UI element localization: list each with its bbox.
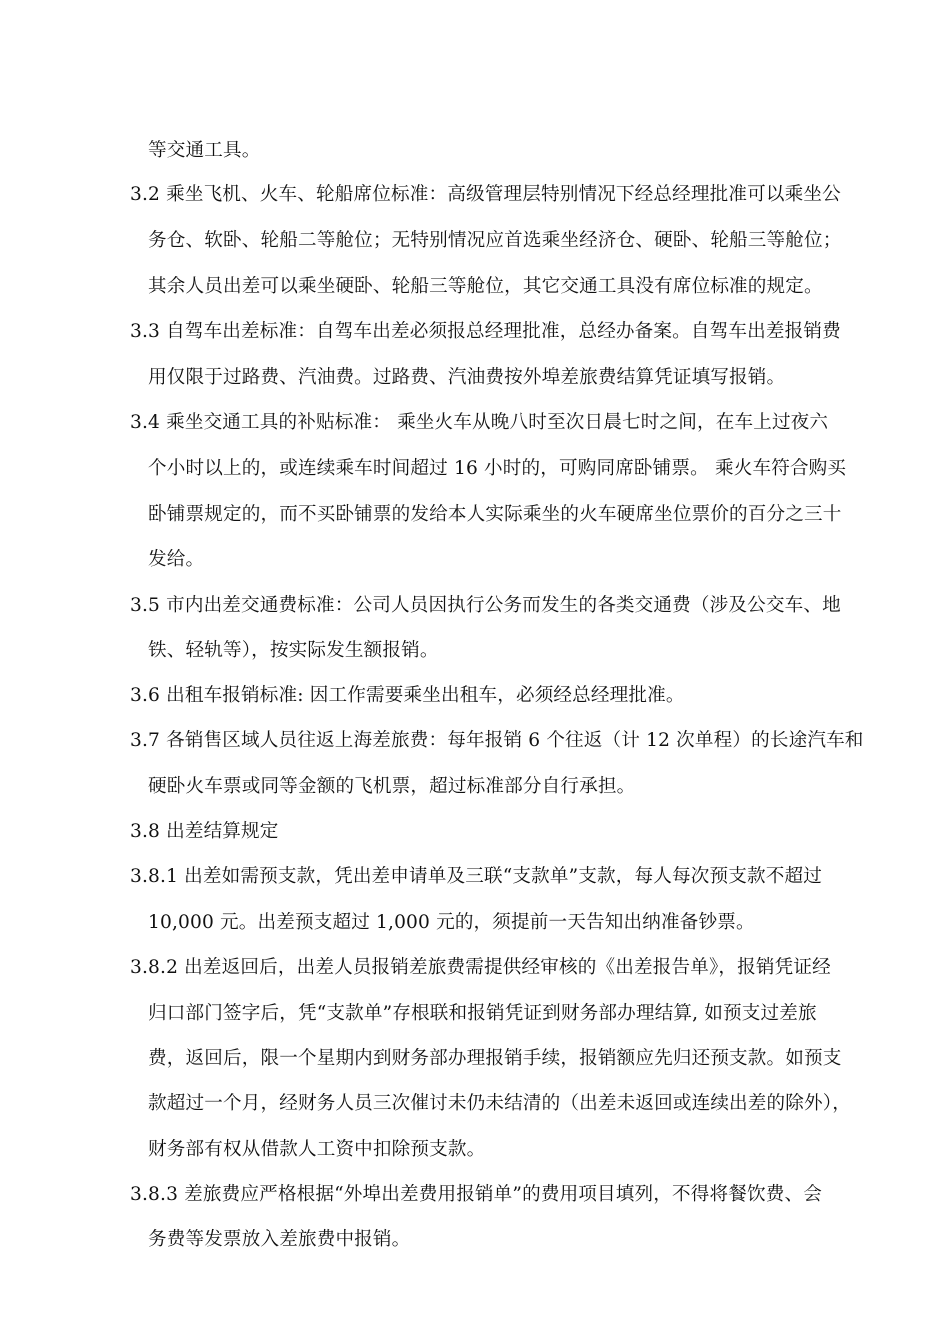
text-line-3-4-cont-1: 个小时以上的，或连续乘车时间超过 16 小时的，可购同席卧铺票。 乘火车符合购买	[148, 458, 847, 479]
text-line-3-2-cont-2: 其余人员出差可以乘坐硬卧、轮船三等舱位，其它交通工具没有席位标准的规定。	[148, 276, 823, 297]
text-line-3-4-cont-3: 发给。	[148, 549, 205, 570]
text-line-3-5-cont-1: 铁、轻轨等），按实际发生额报销。	[148, 640, 439, 661]
text-line-3-3-start: 3.3 自驾车出差标准：自驾车出差必须报总经理批准，总经办备案。自驾车出差报销费	[130, 321, 841, 342]
text-line-3-7-start: 3.7 各销售区域人员往返上海差旅费：每年报销 6 个往返（计 12 次单程）的长途汽车和	[130, 730, 864, 751]
text-line-3-8-2-cont-3: 款超过一个月，经财务人员三次催讨未仍未结清的（出差未返回或连续出差的除外），	[148, 1093, 851, 1114]
section-heading-3-8: 3.8 出差结算规定	[130, 821, 279, 842]
text-line-3-3-cont-1: 用仅限于过路费、汽油费。过路费、汽油费按外埠差旅费结算凭证填写报销。	[148, 367, 786, 388]
text-line-3-8-2-start: 3.8.2 出差返回后，出差人员报销差旅费需提供经审核的《出差报告单》，报销凭证经	[130, 957, 831, 978]
text-line-3-8-2-cont-1: 归口部门签字后，凭“支款单”存根联和报销凭证到财务部办理结算, 如预支过差旅	[148, 1003, 817, 1024]
text-line-3-4-start: 3.4 乘坐交通工具的补贴标准： 乘坐火车从晚八时至次日晨七时之间，在车上过夜六	[130, 412, 829, 433]
text-line-3-6: 3.6 出租车报销标准: 因工作需要乘坐出租车，必须经总经理批准。	[130, 685, 685, 706]
text-line-3-4-cont-2: 卧铺票规定的，而不买卧铺票的发给本人实际乘坐的火车硬席坐位票价的百分之三十	[148, 504, 842, 525]
text-line-3-1-continuation: 等交通工具。	[148, 140, 261, 161]
text-line-3-8-3-cont-1: 务费等发票放入差旅费中报销。	[148, 1229, 411, 1250]
text-line-3-2-start: 3.2 乘坐飞机、火车、轮船席位标准：高级管理层特别情况下经总经理批准可以乘坐公	[130, 184, 841, 205]
text-line-3-7-cont-1: 硬卧火车票或同等金额的飞机票，超过标准部分自行承担。	[148, 776, 636, 797]
text-line-3-8-2-cont-4: 财务部有权从借款人工资中扣除预支款。	[148, 1139, 486, 1160]
text-line-3-2-cont-1: 务仓、软卧、轮船二等舱位；无特别情况应首选乘坐经济仓、硬卧、轮船三等舱位；	[148, 230, 842, 251]
text-line-3-8-3-start: 3.8.3 差旅费应严格根据“外埠出差费用报销单”的费用项目填列，不得将餐饮费、会	[130, 1184, 822, 1205]
text-line-3-8-1-cont-1: 10,000 元。出差预支超过 1,000 元的，须提前一天告知出纳准备钞票。	[148, 912, 755, 933]
text-line-3-8-1-start: 3.8.1 出差如需预支款，凭出差申请单及三联“支款单”支款，每人每次预支款不超过	[130, 866, 822, 887]
text-line-3-5-start: 3.5 市内出差交通费标准：公司人员因执行公务而发生的各类交通费（涉及公交车、地	[130, 595, 841, 616]
text-line-3-8-2-cont-2: 费，返回后，限一个星期内到财务部办理报销手续，报销额应先归还预支款。如预支	[148, 1048, 842, 1069]
